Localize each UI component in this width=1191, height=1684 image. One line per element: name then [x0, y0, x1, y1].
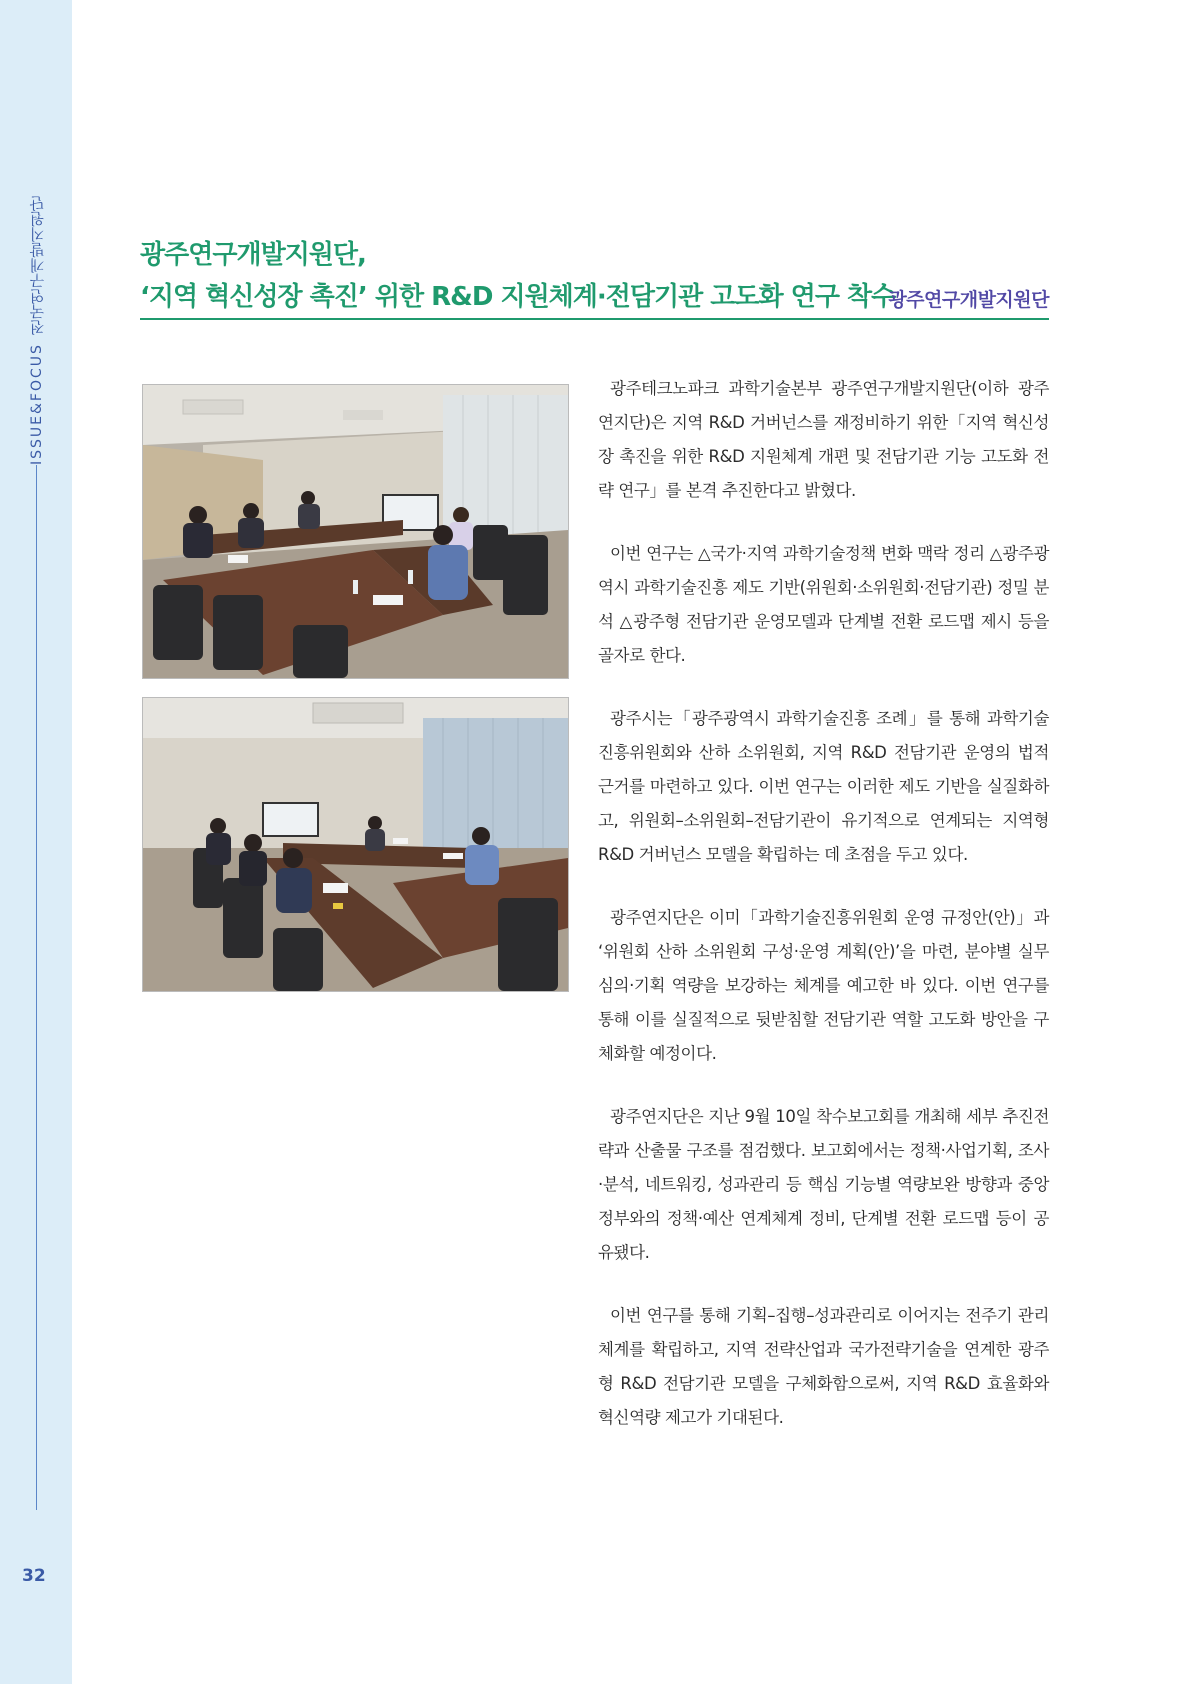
sidebar-divider: [36, 465, 37, 1510]
title-line-1: 광주연구개발지원단,: [140, 240, 366, 270]
title-line-2: ‘지역 혁신성장 촉진’ 위한 R&D 지원체계·전담기관 고도화 연구 착수: [140, 282, 896, 312]
title-rule: [140, 318, 1049, 320]
sidebar-vertical-label: [26, 135, 48, 465]
paragraph: 광주연지단은 이미「과학기술진흥위원회 운영 규정안(안)」과 ‘위원회 산하 소위원회 구성·운영 계획(안)’을 마련, 분야별 실무 심의·기획 역량을 보강하는 체계를 예고한 바 있다. 이번 연구를 통해 이를 실질적으로 뒷받침할 전담기관 역할 고도화 방안을 구체화할 예정이다.: [598, 908, 1049, 1063]
paragraph: 광주테크노파크 과학기술본부 광주연구개발지원단(이하 광주연지단)은 지역 R&D 거버넌스를 재정비하기 위한「지역 혁신성장 촉진을 위한 R&D 지원체계 개편 및 전담기관 기능 고도화 전략 연구」를 본격 추진한다고 밝혔다.: [598, 379, 1049, 500]
page-number: 32: [22, 1566, 46, 1586]
article-body: [598, 372, 1049, 1464]
meeting-photo-1: [142, 384, 569, 679]
meeting-photo-1-image: [143, 385, 568, 678]
article-title: [140, 234, 896, 318]
paragraph: 광주연지단은 지난 9월 10일 착수보고회를 개최해 세부 추진전략과 산출물 구조를 점검했다. 보고회에서는 정책·사업기획, 조사·분석, 네트워킹, 성과관리 등 핵심 기능별 역량보완 방향과 중앙정부와의 정책·예산 연계체계 정비, 단계별 전환 로드맵 등이 공유됐다.: [598, 1107, 1049, 1262]
paragraph: 이번 연구를 통해 기획–집행–성과관리로 이어지는 전주기 관리체계를 확립하고, 지역 전략산업과 국가전략기술을 연계한 광주형 R&D 전담기관 모델을 구체화함으로써, 지역 R&D 효율화와 혁신역량 제고가 기대된다.: [598, 1306, 1049, 1427]
paragraph: 이번 연구는 △국가·지역 과학기술정책 변화 맥락 정리 △광주광역시 과학기술진흥 제도 기반(위원회·소위원회·전담기관) 정밀 분석 △광주형 전담기관 운영모델과 단계별 전환 로드맵 제시 등을 골자로 한다.: [598, 544, 1049, 665]
paragraph: 광주시는「광주광역시 과학기술진흥 조례」를 통해 과학기술진흥위원회와 산하 소위원회, 지역 R&D 전담기관 운영의 법적 근거를 마련하고 있다. 이번 연구는 이러한 제도 기반을 실질화하고, 위원회–소위원회–전담기관이 유기적으로 연계되는 지역형 R&D 거버넌스 모델을 확립하는 데 초점을 두고 있다.: [598, 709, 1049, 864]
sidebar-org-name: 전국연구개발지원단: [28, 195, 47, 336]
meeting-photo-2-image: [143, 698, 568, 991]
article-author: 광주연구개발지원단: [888, 289, 1049, 311]
meeting-photo-2: [142, 697, 569, 992]
section-name: ISSUE&FOCUS: [29, 343, 45, 465]
sidebar: [0, 0, 72, 1684]
